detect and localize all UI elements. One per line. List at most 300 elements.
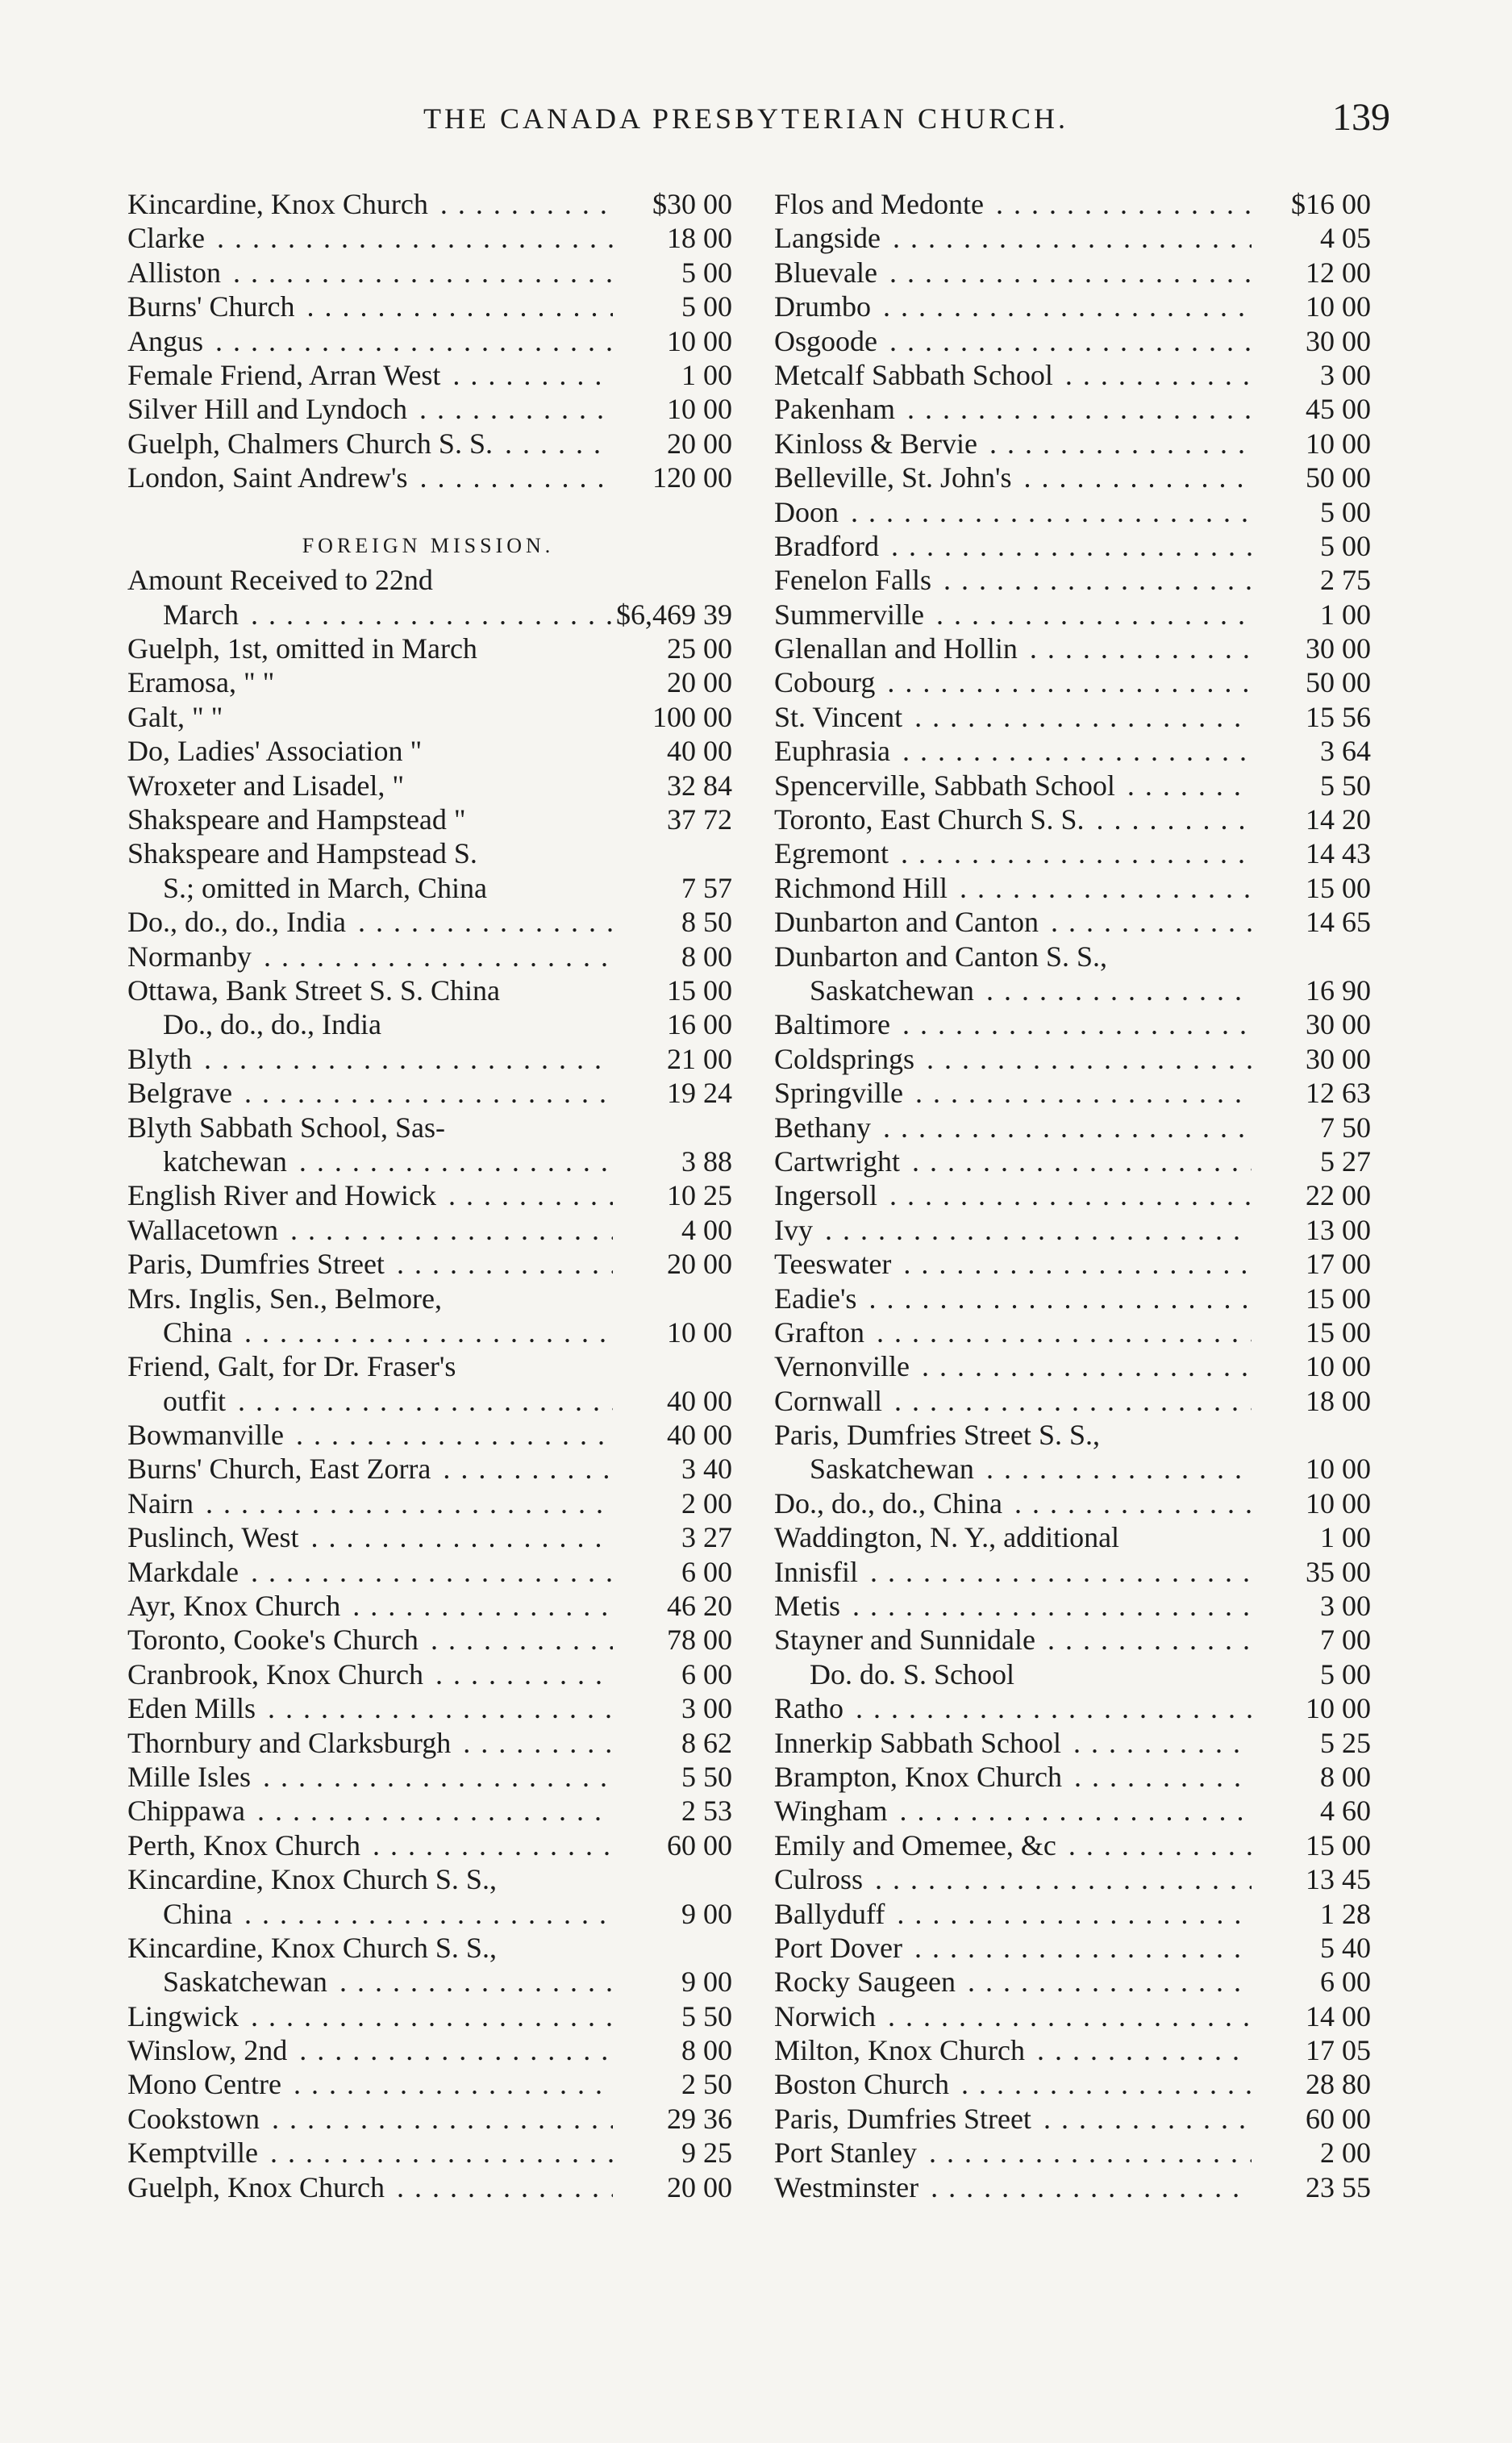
- entry-amount: 5 25: [1252, 1726, 1371, 1760]
- entry-label: [127, 529, 732, 563]
- entry-label: [163, 1897, 613, 1931]
- entry-label-text: S.; omitted in March, China: [163, 872, 490, 904]
- entry-label-text: Dunbarton and Canton S. S.,: [774, 940, 1110, 973]
- entry-amount: 10 00: [1252, 427, 1371, 461]
- entry-amount: 10 00: [613, 392, 732, 426]
- ledger-entry: [774, 1555, 1371, 1589]
- entry-label: [774, 1862, 1252, 1896]
- entry-amount: 9 00: [613, 1965, 732, 1999]
- entry-amount: 3 64: [1252, 734, 1371, 768]
- entry-amount: 15 00: [1252, 1315, 1371, 1349]
- ledger-entry: [127, 1897, 732, 1931]
- entry-label: [774, 1589, 1252, 1623]
- ledger-entry: [774, 1111, 1371, 1144]
- entry-amount: 23 55: [1252, 2170, 1371, 2204]
- entry-label-text: Innisfil: [774, 1556, 861, 1588]
- entry-amount: 14 65: [1252, 905, 1371, 939]
- entry-label-text: Cornwall: [774, 1385, 885, 1417]
- entry-amount: 3 88: [613, 1144, 732, 1178]
- entry-amount: 14 20: [1252, 803, 1371, 836]
- entry-amount: 28 80: [1252, 2067, 1371, 2101]
- entry-label-text: Eden Mills: [127, 1692, 259, 1724]
- ledger-entry: [774, 1315, 1371, 1349]
- entry-amount: 30 00: [1252, 1007, 1371, 1041]
- entry-label-text: Glenallan and Hollin: [774, 632, 1021, 665]
- ledger-entry: [774, 1247, 1371, 1281]
- ledger-entry: [127, 1349, 732, 1383]
- entry-amount: 5 40: [1252, 1931, 1371, 1965]
- entry-label-text: Innerkip Sabbath School: [774, 1727, 1064, 1759]
- ledger-entry: [127, 1999, 732, 2033]
- ledger-entry: [774, 221, 1371, 255]
- entry-label: [774, 1315, 1252, 1349]
- entry-label-text: Alliston: [127, 256, 224, 289]
- entry-label: [774, 1247, 1252, 1281]
- entry-label-text: Wroxeter and Lisadel, ": [127, 769, 407, 802]
- entry-label-text: Guelph, Knox Church: [127, 2171, 388, 2203]
- entry-label-text: Culross: [774, 1863, 866, 1895]
- entry-label: [127, 1349, 613, 1383]
- entry-amount: 10 00: [1252, 1349, 1371, 1383]
- entry-label: [127, 221, 613, 255]
- entry-amount: 10 00: [1252, 1691, 1371, 1725]
- entry-label-text: Do, Ladies' Association ": [127, 735, 425, 767]
- ledger-entry: [774, 973, 1371, 1007]
- entry-label-text: Belgrave: [127, 1077, 235, 1109]
- ledger-entry: [774, 1486, 1371, 1520]
- entry-label-text: Saskatchewan: [810, 974, 977, 1007]
- ledger-entry: [127, 2136, 732, 2170]
- entry-label: [127, 495, 613, 529]
- entry-label: [127, 1178, 613, 1212]
- entry-amount: 10 00: [1252, 290, 1371, 323]
- entry-amount: 10 25: [613, 1178, 732, 1212]
- entry-amount: 3 00: [1252, 358, 1371, 392]
- entry-amount: 50 00: [1252, 461, 1371, 494]
- entry-label: [127, 1042, 613, 1076]
- entry-label: [127, 700, 613, 734]
- entry-amount: 2 53: [613, 1794, 732, 1828]
- entry-amount: 9 00: [613, 1897, 732, 1931]
- ledger-entry: [774, 1144, 1371, 1178]
- ledger-entry: [774, 1076, 1371, 1110]
- entry-amount: 20 00: [613, 1247, 732, 1281]
- ledger-entry: [774, 1520, 1371, 1554]
- entry-label: [127, 1247, 613, 1281]
- entry-amount: 1 28: [1252, 1897, 1371, 1931]
- entry-label: [127, 973, 613, 1007]
- entry-label: [774, 1042, 1252, 1076]
- entry-label: [127, 1862, 613, 1896]
- ledger-entry: [127, 1965, 732, 1999]
- right-column: [774, 187, 1371, 2204]
- entry-label-text: outfit: [163, 1385, 229, 1417]
- entry-label-text: Eadie's: [774, 1282, 860, 1315]
- entry-label-text: Waddington, N. Y., additional: [774, 1521, 1123, 1553]
- entry-label-text: Wallacetown: [127, 1214, 281, 1246]
- entry-amount: 10 00: [1252, 1452, 1371, 1486]
- entry-label: [774, 1931, 1252, 1965]
- entry-label-text: Ratho: [774, 1692, 847, 1724]
- entry-label-text: Ottawa, Bank Street S. S. China: [127, 974, 503, 1007]
- entry-label-text: Angus: [127, 325, 206, 357]
- entry-label-text: Belleville, St. John's: [774, 461, 1015, 494]
- entry-label: [127, 2033, 613, 2067]
- ledger-entry: [127, 1691, 732, 1725]
- ledger-entry: [127, 1111, 732, 1144]
- entry-amount: 1 00: [1252, 1520, 1371, 1554]
- entry-label-text: Amount Received to 22nd: [127, 564, 436, 596]
- entry-label: [774, 598, 1252, 632]
- entry-label-text: katchewan: [163, 1145, 290, 1178]
- entry-amount: 5 50: [1252, 769, 1371, 803]
- entry-amount: 22 00: [1252, 1178, 1371, 1212]
- entry-label: [774, 1828, 1252, 1862]
- entry-label: [774, 1965, 1252, 1999]
- entry-label: [774, 563, 1252, 597]
- entry-label-text: Wingham: [774, 1795, 891, 1827]
- entry-amount: 9 25: [613, 2136, 732, 2170]
- entry-label: [127, 358, 613, 392]
- entry-label-text: St. Vincent: [774, 701, 906, 733]
- entry-label: [774, 1520, 1252, 1554]
- entry-amount: 60 00: [1252, 2102, 1371, 2136]
- entry-label-text: Metcalf Sabbath School: [774, 359, 1056, 391]
- entry-label: [127, 1828, 613, 1862]
- ledger-entry: [127, 1315, 732, 1349]
- ledger-entry: [774, 1349, 1371, 1383]
- entry-amount: 12 63: [1252, 1076, 1371, 1110]
- entry-label-text: Puslinch, West: [127, 1521, 302, 1553]
- entry-amount: 14 43: [1252, 836, 1371, 870]
- entry-amount: 8 00: [613, 2033, 732, 2067]
- entry-amount: 25 00: [613, 632, 732, 665]
- entry-label-text: Emily and Omemee, &c: [774, 1829, 1060, 1861]
- entry-amount: 5 00: [1252, 495, 1371, 529]
- entry-label-text: Ingersoll: [774, 1179, 881, 1211]
- entry-amount: 13 45: [1252, 1862, 1371, 1896]
- entry-label: [774, 290, 1252, 323]
- ledger-entry: [774, 1452, 1371, 1486]
- entry-label: [774, 1555, 1252, 1589]
- entry-label-text: Coldsprings: [774, 1043, 918, 1075]
- entry-label-text: Normanby: [127, 940, 255, 973]
- entry-label: [774, 2033, 1252, 2067]
- entry-amount: 20 00: [613, 665, 732, 699]
- entry-label-text: Mille Isles: [127, 1761, 254, 1793]
- entry-label: [774, 2136, 1252, 2170]
- ledger-entry: [127, 665, 732, 699]
- entry-label: [127, 1999, 613, 2033]
- ledger-entry: [774, 563, 1371, 597]
- entry-label: [127, 1520, 613, 1554]
- entry-label-text: Brampton, Knox Church: [774, 1761, 1065, 1793]
- entry-label: [774, 187, 1252, 221]
- entry-label: [127, 1726, 613, 1760]
- ledger-entry: [774, 1760, 1371, 1794]
- entry-amount: 1 00: [613, 358, 732, 392]
- ledger-entry: [774, 2102, 1371, 2136]
- entry-amount: 12 00: [1252, 256, 1371, 290]
- entry-label-text: Friend, Galt, for Dr. Fraser's: [127, 1350, 459, 1382]
- entry-label-text: Cookstown: [127, 2103, 263, 2135]
- ledger-entry: [774, 1862, 1371, 1896]
- entry-label-text: Bowmanville: [127, 1419, 287, 1451]
- entry-amount: 45 00: [1252, 392, 1371, 426]
- ledger-entry: [127, 871, 732, 905]
- entry-label-text: Ivy: [774, 1214, 816, 1246]
- entry-label-text: Shakspeare and Hampstead S.: [127, 837, 481, 869]
- entry-label-text: Langside: [774, 222, 884, 254]
- entry-label: [774, 871, 1252, 905]
- entry-label-text: Kincardine, Knox Church S. S.,: [127, 1932, 500, 1964]
- entry-label-text: Boston Church: [774, 2068, 952, 2100]
- ledger-entry: [127, 1760, 732, 1794]
- entry-amount: 17 05: [1252, 2033, 1371, 2067]
- ledger-entry: [774, 769, 1371, 803]
- ledger-entry: [774, 2067, 1371, 2101]
- ledger-entry: [127, 2102, 732, 2136]
- entry-label: [127, 2102, 613, 2136]
- entry-label-text: Guelph, Chalmers Church S. S.: [127, 427, 496, 460]
- entry-label-text: Drumbo: [774, 290, 874, 323]
- ledger-entry: [774, 1623, 1371, 1657]
- ledger-entry: [774, 1999, 1371, 2033]
- entry-label-text: Westminster: [774, 2171, 922, 2203]
- entry-label: [127, 1418, 613, 1452]
- entry-label: [774, 1726, 1252, 1760]
- ledger-entry: [774, 836, 1371, 870]
- entry-amount: 6 00: [613, 1555, 732, 1589]
- ledger-entry: [127, 1794, 732, 1828]
- entry-label-text: Lingwick: [127, 2000, 242, 2032]
- entry-amount: 40 00: [613, 1384, 732, 1418]
- entry-label: [127, 2170, 613, 2204]
- entry-label: [774, 1111, 1252, 1144]
- entry-label-text: Nairn: [127, 1487, 197, 1520]
- running-title: THE CANADA PRESBYTERIAN CHURCH.: [423, 102, 1069, 135]
- ledger-entry: [774, 1931, 1371, 1965]
- entry-label-text: Bradford: [774, 530, 882, 562]
- ledger-entry: [774, 598, 1371, 632]
- entry-label-text: English River and Howick: [127, 1179, 439, 1211]
- entry-amount: 4 00: [613, 1213, 732, 1247]
- entry-amount: 16 90: [1252, 973, 1371, 1007]
- entry-label: [774, 769, 1252, 803]
- entry-label-text: Kincardine, Knox Church: [127, 188, 431, 220]
- entry-label-text: Port Dover: [774, 1932, 906, 1964]
- entry-label-text: Do., do., do., India: [163, 1008, 385, 1040]
- ledger-entry: [127, 1384, 732, 1418]
- entry-label: [774, 1349, 1252, 1383]
- entry-label-text: Vernonville: [774, 1350, 913, 1382]
- entry-label-text: Saskatchewan: [163, 1966, 331, 1998]
- ledger-entry: [127, 836, 732, 870]
- entry-amount: 17 00: [1252, 1247, 1371, 1281]
- entry-label: [774, 1178, 1252, 1212]
- entry-amount: 30 00: [1252, 324, 1371, 358]
- page-number: 139: [1332, 96, 1390, 139]
- ledger-entry: [127, 1452, 732, 1486]
- ledger-entry: [127, 1042, 732, 1076]
- entry-label-text: Baltimore: [774, 1008, 893, 1040]
- ledger-entry: [127, 1247, 732, 1281]
- entry-amount: 8 00: [613, 940, 732, 973]
- entry-label-text: Do., do., do., China: [774, 1487, 1006, 1520]
- entry-label: [774, 1144, 1252, 1178]
- entry-label: [774, 2102, 1252, 2136]
- entry-amount: 10 00: [613, 1315, 732, 1349]
- entry-amount: $16 00: [1252, 187, 1371, 221]
- entry-label: [127, 2136, 613, 2170]
- entry-amount: 4 60: [1252, 1794, 1371, 1828]
- ledger-entry: [127, 563, 732, 597]
- entry-label: [774, 1999, 1252, 2033]
- page-header: [121, 95, 1390, 144]
- entry-amount: 15 00: [1252, 1828, 1371, 1862]
- entry-amount: 16 00: [613, 1007, 732, 1041]
- entry-label-text: Rocky Saugeen: [774, 1966, 959, 1998]
- entry-amount: 15 00: [613, 973, 732, 1007]
- ledger-entry: [127, 1931, 732, 1965]
- ledger-entry: [127, 769, 732, 803]
- entry-label-text: Metis: [774, 1590, 843, 1622]
- entry-amount: 3 40: [613, 1452, 732, 1486]
- entry-label-text: Perth, Knox Church: [127, 1829, 364, 1861]
- entry-label-text: Do. do. S. School: [810, 1658, 1018, 1691]
- entry-label-text: Spencerville, Sabbath School: [774, 769, 1118, 802]
- entry-label-text: Egremont: [774, 837, 892, 869]
- entry-label-text: March: [163, 598, 242, 631]
- entry-label: [127, 803, 613, 836]
- ledger-entry: [774, 290, 1371, 323]
- entry-label-text: Clarke: [127, 222, 208, 254]
- ledger-entry: [774, 392, 1371, 426]
- entry-amount: 8 62: [613, 1726, 732, 1760]
- ledger-entry: [774, 187, 1371, 221]
- ledger-entry: [774, 358, 1371, 392]
- entry-label: [127, 632, 613, 665]
- ledger-entry: [127, 1418, 732, 1452]
- entry-label-text: Bluevale: [774, 256, 881, 289]
- ledger-entry: [127, 256, 732, 290]
- ledger-entry: [127, 358, 732, 392]
- entry-label-text: Pakenham: [774, 393, 898, 425]
- entry-amount: 6 00: [1252, 1965, 1371, 1999]
- entry-label: [774, 495, 1252, 529]
- entry-label-text: Euphrasia: [774, 735, 893, 767]
- entry-amount: 19 24: [613, 1076, 732, 1110]
- ledger-entry: [774, 324, 1371, 358]
- entry-label: [127, 1691, 613, 1725]
- entry-label-text: Kemptville: [127, 2137, 261, 2169]
- ledger-entry: [127, 1862, 732, 1896]
- entry-label-text: Winslow, 2nd: [127, 2034, 290, 2066]
- ledger-entry: [127, 1178, 732, 1212]
- ledger-entry: [774, 427, 1371, 461]
- entry-amount: 3 27: [613, 1520, 732, 1554]
- entry-amount: 100 00: [613, 700, 732, 734]
- entry-label: [774, 734, 1252, 768]
- entry-amount: 5 00: [613, 256, 732, 290]
- entry-label: [774, 1691, 1252, 1725]
- entry-amount: 5 50: [613, 1760, 732, 1794]
- entry-label: [127, 1486, 613, 1520]
- entry-label: [127, 461, 613, 494]
- entry-amount: 3 00: [613, 1691, 732, 1725]
- ledger-entry: [127, 1213, 732, 1247]
- entry-label-text: Kinloss & Bervie: [774, 427, 981, 460]
- entry-amount: 4 05: [1252, 221, 1371, 255]
- entry-amount: 29 36: [613, 2102, 732, 2136]
- entry-amount: 7 00: [1252, 1623, 1371, 1657]
- entry-label-text: Milton, Knox Church: [774, 2034, 1028, 2066]
- entry-label-text: Shakspeare and Hampstead ": [127, 803, 469, 836]
- entry-label: [810, 1657, 1252, 1691]
- entry-amount: 18 00: [1252, 1384, 1371, 1418]
- entry-label: [774, 1486, 1252, 1520]
- entry-label-text: Eramosa, " ": [127, 666, 277, 698]
- entry-amount: 46 20: [613, 1589, 732, 1623]
- ledger-entry: [774, 1213, 1371, 1247]
- entry-label-text: Grafton: [774, 1316, 868, 1349]
- entry-label: [774, 392, 1252, 426]
- ledger-entry: [127, 1282, 732, 1315]
- ledger-entry: [774, 1589, 1371, 1623]
- entry-amount: 14 00: [1252, 1999, 1371, 2033]
- entry-amount: 40 00: [613, 1418, 732, 1452]
- entry-label-text: Bethany: [774, 1111, 874, 1144]
- entry-amount: $6,469 39: [613, 598, 732, 632]
- ledger-entry: [774, 1282, 1371, 1315]
- entry-label: [774, 1794, 1252, 1828]
- ledger-entry: [774, 2033, 1371, 2067]
- entry-amount: 15 00: [1252, 1282, 1371, 1315]
- ledger-entry: [127, 2067, 732, 2101]
- entry-amount: 1 00: [1252, 598, 1371, 632]
- entry-label: [127, 1282, 613, 1315]
- entry-label: [774, 632, 1252, 665]
- entry-label-text: Ballyduff: [774, 1898, 888, 1930]
- ledger-entry: [774, 1828, 1371, 1862]
- entry-label: [163, 1144, 613, 1178]
- entry-label: [774, 1007, 1252, 1041]
- ledger-entry: [127, 598, 732, 632]
- entry-label: [163, 598, 613, 632]
- ledger-entry: [774, 1384, 1371, 1418]
- entry-label: [774, 2170, 1252, 2204]
- entry-label-text: Cranbrook, Knox Church: [127, 1658, 427, 1691]
- entry-label-text: Fenelon Falls: [774, 564, 935, 596]
- entry-label: [127, 1657, 613, 1691]
- entry-label: [127, 2067, 613, 2101]
- ledger-entry: [774, 1007, 1371, 1041]
- entry-label-text: Doon: [774, 496, 842, 528]
- entry-amount: 7 57: [613, 871, 732, 905]
- entry-label: [127, 187, 613, 221]
- ledger-entry: [127, 973, 732, 1007]
- ledger-entry: [774, 665, 1371, 699]
- entry-label-text: Summerville: [774, 598, 927, 631]
- entry-label: [127, 836, 613, 870]
- section-heading: [127, 529, 732, 563]
- ledger-entry: [774, 2170, 1371, 2204]
- entry-label: [127, 1111, 613, 1144]
- entry-amount: 20 00: [613, 2170, 732, 2204]
- entry-amount: 2 50: [613, 2067, 732, 2101]
- entry-label: [163, 1384, 613, 1418]
- entry-amount: 37 72: [613, 803, 732, 836]
